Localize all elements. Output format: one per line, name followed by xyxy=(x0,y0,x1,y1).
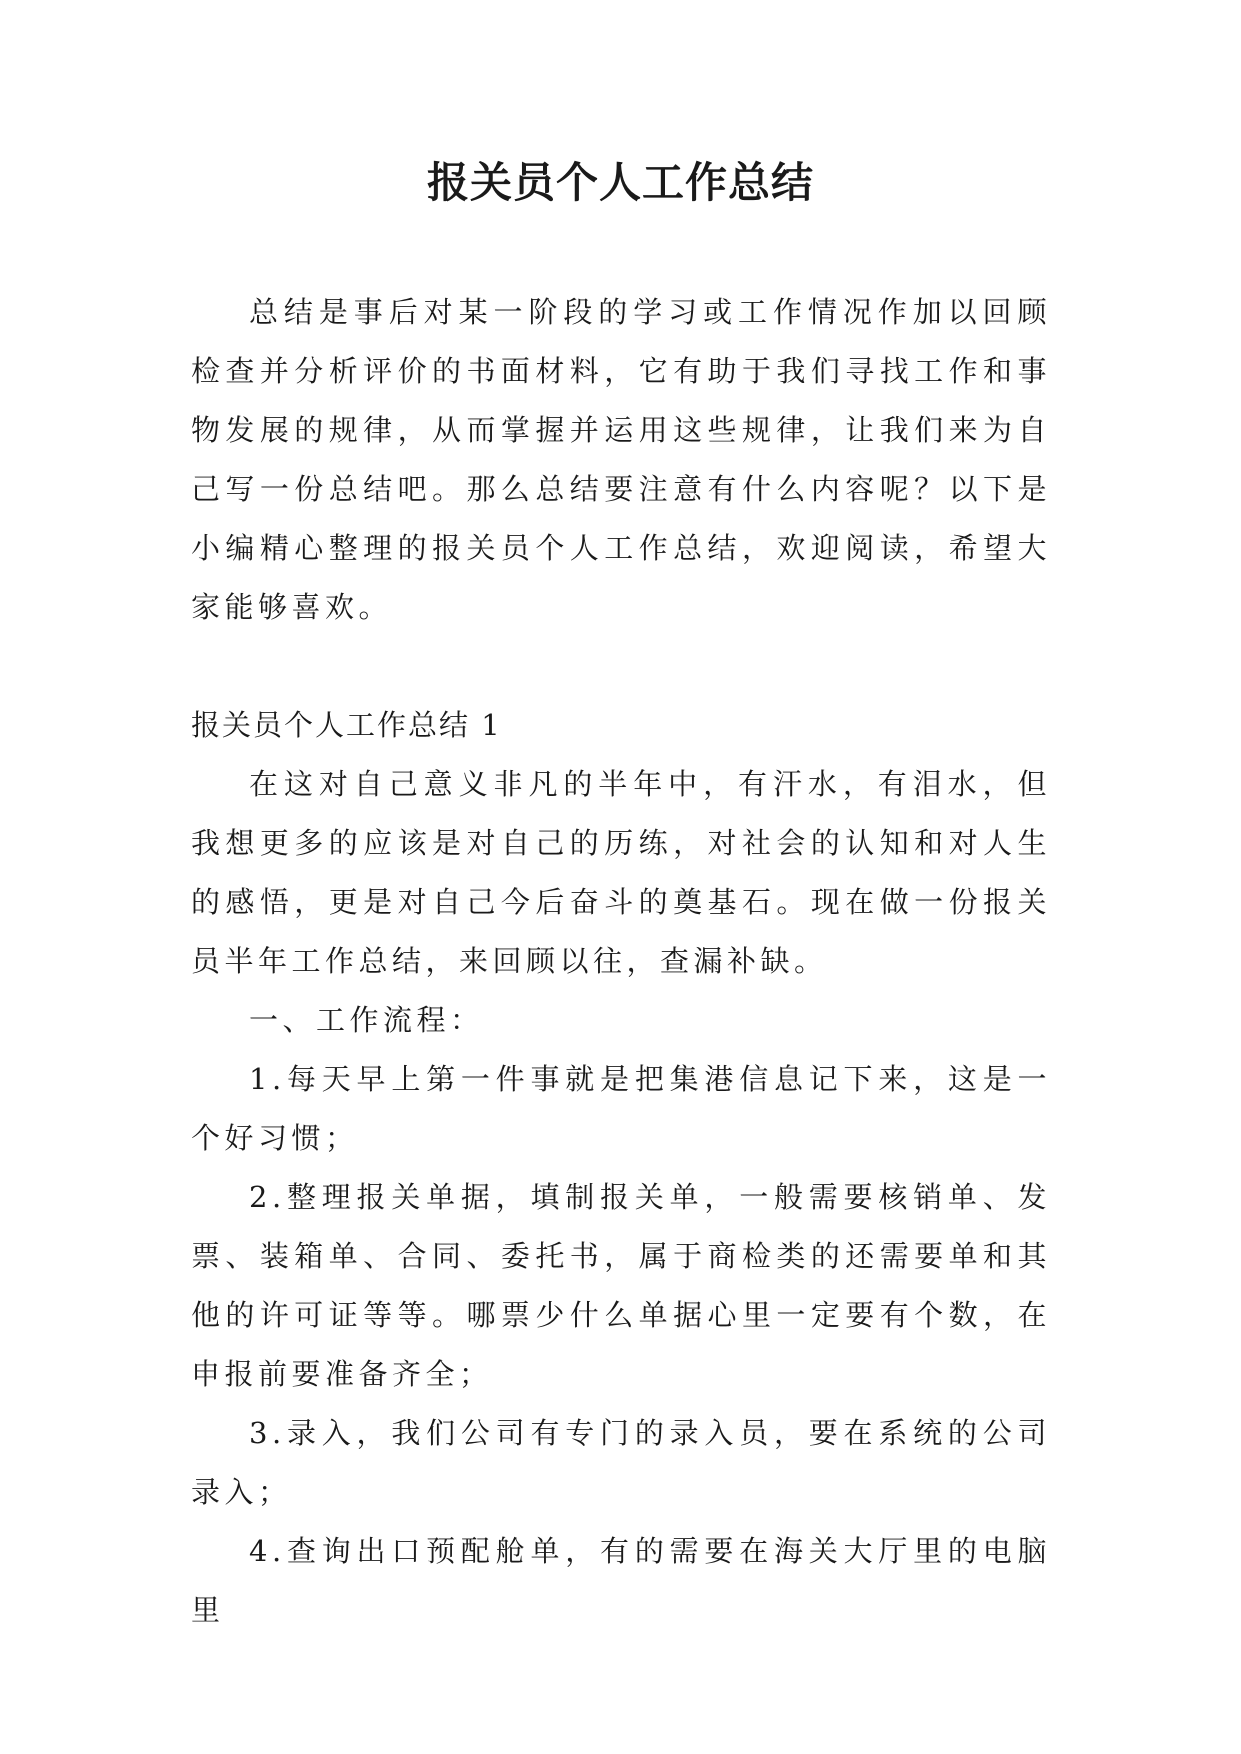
list-item: 4.查询出口预配舱单，有的需要在海关大厅里的电脑里 xyxy=(191,1534,1051,1627)
list-heading: 一、工作流程： xyxy=(249,1003,484,1037)
document-body xyxy=(191,283,1051,1640)
body-paragraph: 在这对自己意义非凡的半年中，有汗水，有泪水，但我想更多的应该是对自己的历练，对社会的认知和对人生的感悟，更是对自己今后奋斗的奠基石。现在做一份报关员半年工作总结，来回顾以往，查漏补缺。 xyxy=(191,767,1051,978)
list-item: 3.录入，我们公司有专门的录入员，要在系统的公司录入； xyxy=(191,1416,1051,1509)
document-title: 报关员个人工作总结 xyxy=(426,158,814,207)
section-spacer xyxy=(191,637,1051,696)
list-item: 2.整理报关单据，填制报关单，一般需要核销单、发票、装箱单、合同、委托书，属于商检类的还需要单和其他的许可证等等。哪票少什么单据心里一定要有个数，在申报前要准备齐全； xyxy=(191,1180,1051,1391)
section-heading: 报关员个人工作总结 1 xyxy=(191,708,502,742)
list-item: 1.每天早上第一件事就是把集港信息记下来，这是一个好习惯； xyxy=(191,1062,1051,1155)
intro-paragraph: 总结是事后对某一阶段的学习或工作情况作加以回顾检查并分析评价的书面材料，它有助于我们寻找工作和事物发展的规律，从而掌握并运用这些规律，让我们来为自己写一份总结吧。那么总结要注意有什么内容呢？以下是小编精心整理的报关员个人工作总结，欢迎阅读，希望大家能够喜欢。 xyxy=(191,295,1051,624)
